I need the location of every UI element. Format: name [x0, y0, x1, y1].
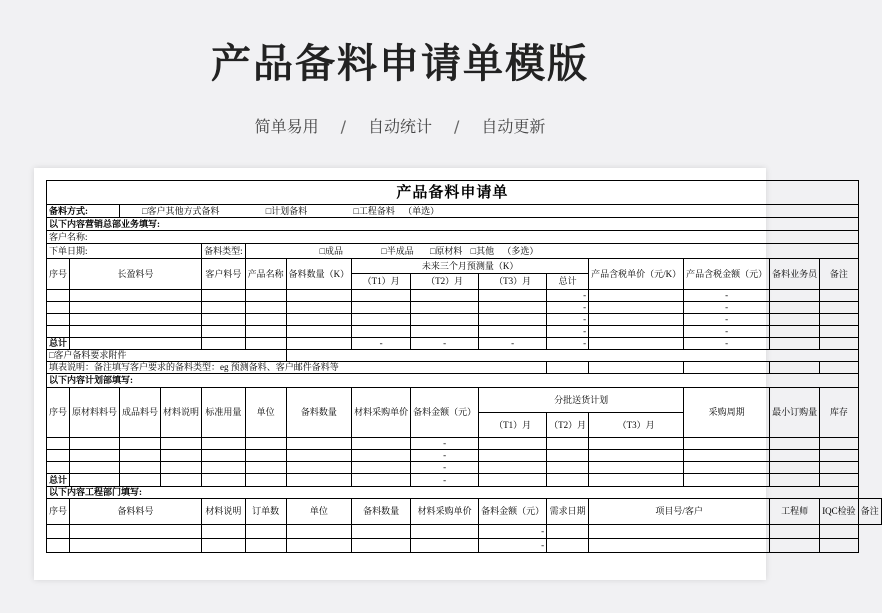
table-row [47, 438, 882, 450]
eng-col-order-qty: 订单数 [245, 499, 286, 525]
eng-amount-dash: - [479, 539, 547, 553]
plan-section-header: 以下内容计划部填写: [47, 374, 859, 388]
tag-auto-update: 自动更新 [481, 117, 546, 136]
total-dash: - [547, 302, 589, 314]
plan-col-seq: 序号 [47, 388, 70, 438]
eng-col-amount: 备料金额（元） [479, 499, 547, 525]
col-seq: 序号 [47, 259, 70, 290]
single-choice-note: （单选） [403, 205, 440, 216]
plan-col-t1: （T1）月 [479, 413, 547, 438]
col-product-name: 产品名称 [245, 259, 286, 290]
eng-col-unit: 单位 [286, 499, 352, 525]
col-long-part: 长盈料号 [70, 259, 202, 290]
fill-instructions: 填表说明：备注填写客户要求的备料类型：eg 预测备料、客户邮件备料等 [47, 362, 547, 374]
request-form-table [46, 180, 882, 553]
option-raw[interactable]: □原材料 [429, 245, 463, 256]
attachment-checkbox[interactable]: □客户备料要求附件 [47, 350, 287, 362]
form-sheet [34, 168, 879, 580]
table-row [47, 290, 882, 302]
tag-separator: / [340, 117, 346, 136]
plan-col-stock: 库存 [820, 388, 859, 438]
table-row [47, 462, 882, 474]
plan-col-raw-part: 原材料料号 [70, 388, 120, 438]
eng-col-unit-price: 材料采购单价 [411, 499, 479, 525]
total-dash: - [547, 326, 589, 338]
sales-total-row [47, 338, 882, 350]
eng-col-iqc: IQC检验 [820, 499, 859, 525]
eng-col-seq: 序号 [47, 499, 70, 525]
tag-easy: 简单易用 [254, 117, 319, 136]
plan-amount-dash: - [411, 438, 479, 450]
plan-amount-dash: - [411, 462, 479, 474]
plan-col-cycle: 采购周期 [684, 388, 770, 438]
table-row [47, 326, 882, 338]
t1-dash: - [352, 338, 411, 350]
col-remark: 备注 [820, 259, 859, 290]
plan-col-mat-desc: 材料说明 [161, 388, 202, 438]
col-salesman: 备料业务员 [770, 259, 820, 290]
t2-dash: - [411, 338, 479, 350]
option-customer-other[interactable]: □客户其他方式备料 [142, 205, 220, 216]
plan-amount-dash: - [411, 474, 479, 487]
option-plan[interactable]: □计划备料 [265, 205, 308, 216]
plan-col-unit: 单位 [245, 388, 286, 438]
col-t1: （T1）月 [352, 274, 411, 290]
plan-col-std-use: 标准用量 [202, 388, 246, 438]
prep-method-label: 备料方式: [47, 205, 120, 218]
amount-dash: - [684, 302, 770, 314]
tag-auto-stat: 自动统计 [367, 117, 432, 136]
col-cust-part: 客户料号 [202, 259, 246, 290]
col-amount: 产品含税金额（元） [684, 259, 770, 290]
table-row [47, 314, 882, 326]
sales-section-header: 以下内容营销总部业务填写: [47, 218, 859, 231]
page-title: 产品备料申请单模版 [211, 41, 589, 87]
eng-col-req-date: 需求日期 [547, 499, 589, 525]
customer-name-field[interactable]: 客户名称: [47, 231, 859, 244]
order-date-field[interactable]: 下单日期: [47, 244, 202, 259]
option-engineering[interactable]: □工程备料 [353, 205, 395, 216]
table-row [47, 525, 882, 539]
eng-col-part: 备料料号 [70, 499, 202, 525]
plan-amount-dash: - [411, 450, 479, 462]
feature-tags [0, 114, 800, 137]
col-forecast: 未来三个月预测量（K） [352, 259, 589, 274]
col-unit-price: 产品含税单价（元/K） [589, 259, 684, 290]
col-t2: （T2）月 [411, 274, 479, 290]
table-row [47, 539, 882, 553]
eng-col-engineer: 工程师 [770, 499, 820, 525]
amount-dash: - [684, 290, 770, 302]
table-row [47, 450, 882, 462]
eng-col-qty: 备料数量 [352, 499, 411, 525]
plan-col-amount: 备料金额（元） [411, 388, 479, 438]
multi-choice-note: （多选） [502, 245, 539, 256]
eng-col-project: 项目号/客户 [589, 499, 770, 525]
amount-dash: - [684, 338, 770, 350]
col-t3: （T3）月 [479, 274, 547, 290]
form-title: 产品备料申请单 [47, 181, 859, 205]
plan-col-moq: 最小订购量 [770, 388, 820, 438]
eng-col-mat-desc: 材料说明 [202, 499, 246, 525]
plan-col-qty: 备料数量 [286, 388, 352, 438]
plan-col-prod-part: 成品料号 [120, 388, 161, 438]
amount-dash: - [684, 326, 770, 338]
option-semi-finished[interactable]: □半成品 [381, 245, 414, 256]
col-prep-qty: 备料数量（K） [286, 259, 352, 290]
plan-col-unit-price: 材料采购单价 [352, 388, 411, 438]
prep-method-options [120, 205, 859, 218]
prep-type-label: 备料类型: [202, 244, 246, 259]
total-dash: - [547, 314, 589, 326]
eng-amount-dash: - [479, 525, 547, 539]
total-dash: - [547, 338, 589, 350]
table-row [47, 302, 882, 314]
col-total: 总计 [547, 274, 589, 290]
eng-col-remark: 备注 [858, 499, 881, 525]
plan-col-batch: 分批送货计划 [479, 388, 684, 413]
amount-dash: - [684, 314, 770, 326]
prep-type-options [245, 244, 858, 259]
option-finished[interactable]: □成品 [319, 245, 344, 256]
eng-section-header: 以下内容工程部门填写: [47, 487, 859, 499]
total-dash: - [547, 290, 589, 302]
plan-col-t3: （T3）月 [589, 413, 684, 438]
tag-separator: / [454, 117, 460, 136]
plan-col-t2: （T2）月 [547, 413, 589, 438]
option-other[interactable]: □其他 [470, 245, 495, 256]
t3-dash: - [479, 338, 547, 350]
plan-total-row [47, 474, 882, 487]
sales-total-label: 总计 [47, 338, 70, 350]
plan-total-label: 总计 [47, 474, 70, 487]
